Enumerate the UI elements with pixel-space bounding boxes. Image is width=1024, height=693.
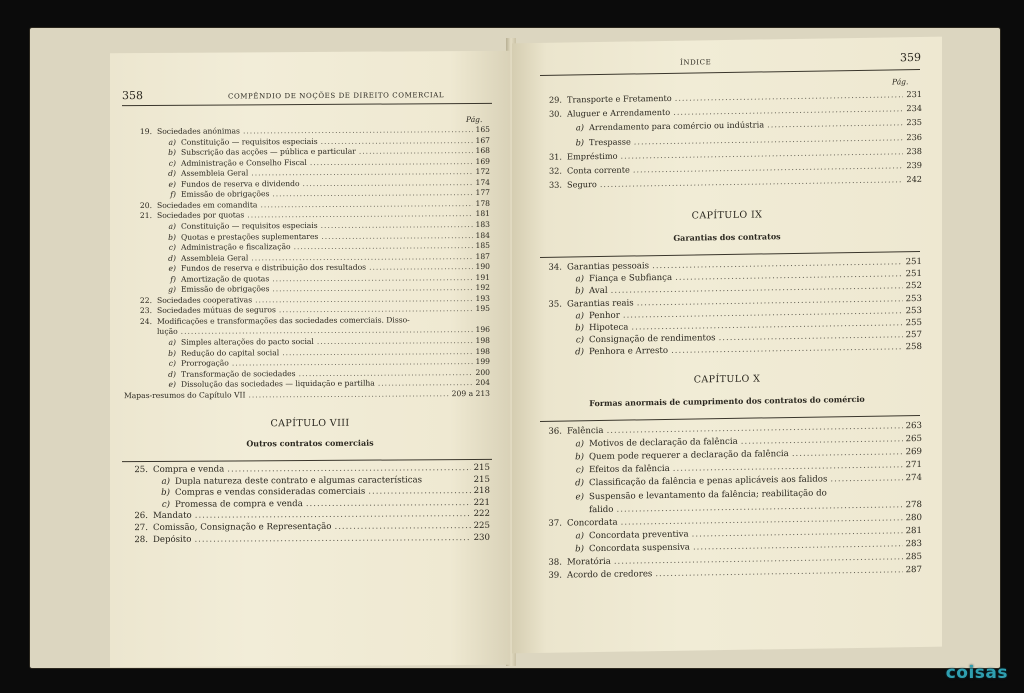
toc-label: Subscrição das acções — pública e particular — [181, 146, 356, 157]
dot-leader — [282, 347, 472, 357]
toc-label: Quem pode requerer a declaração da falência — [589, 449, 789, 463]
toc-number: 27. — [134, 522, 148, 534]
dot-leader — [181, 325, 473, 336]
toc-number: d) — [575, 347, 584, 358]
toc-label: Compra e venda — [153, 464, 225, 475]
toc-number: e) — [575, 491, 584, 502]
toc-page-number: 190 — [475, 262, 490, 272]
toc-entry — [124, 336, 490, 347]
dot-leader — [247, 209, 472, 219]
toc-entry — [538, 160, 922, 176]
dot-leader — [272, 188, 472, 198]
toc-label: Sociedades anónimas — [157, 126, 240, 136]
toc-page-number: 178 — [475, 198, 490, 208]
toc-entry — [124, 178, 490, 189]
toc-entry — [124, 532, 490, 544]
toc-number: 31. — [548, 151, 562, 162]
dot-leader — [321, 136, 473, 146]
toc-number: b) — [575, 452, 584, 463]
toc-label: Efeitos da falência — [589, 464, 670, 476]
toc-page-number: 281 — [905, 525, 922, 536]
dot-leader — [321, 231, 472, 241]
toc-page-number: 185 — [475, 240, 490, 251]
toc-number: b) — [168, 232, 176, 242]
toc-page-number: 253 — [905, 305, 922, 316]
toc-number: b) — [575, 544, 584, 555]
toc-page-number: 174 — [475, 177, 490, 187]
toc-label: Quotas e prestações suplementares — [181, 231, 319, 242]
toc-page-number: 252 — [905, 281, 922, 292]
toc-page-number: 167 — [475, 135, 490, 145]
toc-entry — [124, 241, 490, 252]
dot-leader — [634, 132, 904, 146]
toc-number: 39. — [548, 570, 562, 581]
toc-number — [538, 512, 584, 513]
toc-entry — [538, 132, 922, 148]
dot-leader — [671, 343, 903, 357]
toc-entry — [124, 262, 490, 273]
toc-number: 37. — [548, 518, 562, 529]
toc-page-number: 253 — [905, 293, 922, 304]
dot-leader — [310, 157, 473, 167]
dot-leader — [303, 178, 473, 188]
dot-leader — [243, 125, 473, 135]
toc-label: Transporte e Fretamento — [567, 92, 672, 105]
toc-number: c) — [168, 158, 176, 168]
dot-leader — [741, 434, 903, 447]
toc-number: a) — [575, 122, 584, 133]
toc-entry — [124, 135, 490, 146]
toc-label: Consignação de rendimentos — [589, 333, 716, 346]
toc-entry — [124, 368, 490, 379]
chapter-title: CAPÍTULO VIII — [270, 417, 350, 430]
running-head: ÍNDICE — [680, 58, 712, 67]
toc-entry — [124, 230, 490, 241]
toc-number: a) — [575, 311, 584, 322]
toc-number: c) — [168, 358, 176, 368]
toc-page-number: 278 — [905, 499, 922, 510]
dot-leader — [272, 283, 472, 293]
toc-page-number: 230 — [473, 532, 490, 543]
dot-leader — [195, 509, 471, 521]
toc-entry — [124, 251, 490, 262]
toc-page-number: 177 — [475, 188, 490, 198]
toc-label: Garantias reais — [567, 298, 634, 310]
page-number: 359 — [900, 50, 921, 65]
toc-entry — [124, 125, 490, 136]
toc-page-number: 191 — [475, 272, 490, 282]
toc-page-number: 235 — [906, 117, 922, 128]
toc-page-number: 285 — [905, 551, 922, 563]
left-page — [110, 51, 510, 667]
dot-leader — [607, 421, 903, 436]
toc-page-number: 209 a 213 — [451, 388, 490, 398]
toc-number: b) — [575, 286, 584, 297]
toc-number: a) — [575, 274, 584, 285]
dot-leader — [675, 269, 902, 283]
toc-label: Trespasse — [589, 136, 631, 147]
toc-number: b) — [161, 488, 170, 499]
dot-leader — [600, 174, 904, 189]
toc-number: 34. — [548, 262, 562, 273]
toc-page-number: 187 — [475, 251, 490, 261]
toc-number: 33. — [548, 179, 562, 190]
toc-number: b) — [168, 348, 176, 358]
toc-page-number: 236 — [906, 131, 922, 142]
toc-label: Motivos de declaração da falência — [589, 436, 738, 450]
chapter-title: CAPÍTULO IX — [691, 209, 763, 222]
toc-entry — [124, 146, 490, 157]
toc-number: a) — [168, 137, 176, 147]
toc-entry — [538, 103, 922, 119]
pag-label: Pág. — [892, 77, 909, 87]
toc-page-number: 204 — [475, 378, 490, 388]
dot-leader — [251, 167, 472, 177]
page-number: 358 — [122, 89, 143, 103]
toc-label: Dissolução das sociedades — liquidação e partilha — [181, 378, 375, 389]
toc-label: Prorrogação — [181, 358, 229, 368]
toc-page-number: 172 — [475, 167, 490, 177]
toc-label: Administração e Conselho Fiscal — [181, 157, 307, 168]
toc-label: Assembleia Geral — [181, 168, 249, 178]
toc-label: Fiança e Subfiança — [589, 273, 673, 285]
toc-entry — [538, 174, 922, 190]
toc-page-number: 269 — [905, 447, 922, 458]
toc-page-number: 199 — [475, 356, 490, 367]
chapter-subtitle: Outros contratos comerciais — [246, 437, 374, 449]
dot-leader — [227, 463, 470, 474]
toc-label: Sociedades cooperativas — [157, 295, 253, 305]
toc-entry — [124, 188, 490, 199]
toc-label: Assembleia Geral — [181, 252, 249, 263]
toc-entry — [124, 378, 490, 389]
toc-number: 23. — [139, 306, 152, 316]
toc-number: e) — [168, 179, 176, 189]
toc-number: 25. — [134, 464, 148, 476]
toc-entry — [538, 117, 922, 133]
dot-leader — [792, 447, 903, 459]
toc-page-number: 265 — [905, 434, 922, 445]
toc-label: Sociedades em comandita — [157, 200, 258, 210]
dot-leader — [279, 304, 473, 314]
toc-number: c) — [575, 335, 584, 346]
toc-label: Conta corrente — [567, 164, 630, 176]
toc-page-number: 195 — [475, 304, 490, 314]
toc-page-number: 231 — [906, 88, 922, 100]
toc-number: c) — [168, 242, 176, 252]
toc-label: Acordo de credores — [567, 569, 653, 581]
toc-entry — [124, 346, 490, 357]
toc-page-number: 257 — [905, 330, 922, 341]
toc-page-number: 258 — [905, 342, 922, 353]
toc-page-number: 169 — [475, 156, 490, 166]
toc-label: lução — [157, 327, 178, 337]
toc-number: 36. — [548, 426, 562, 437]
toc-page-number: 255 — [905, 317, 922, 329]
toc-page-number: 218 — [473, 486, 490, 497]
toc-number: b) — [575, 136, 584, 147]
toc-label: Seguro — [567, 179, 597, 190]
toc-number: d) — [575, 478, 584, 489]
toc-label: Hipoteca — [589, 322, 629, 334]
dot-leader — [767, 118, 903, 130]
toc-number: 26. — [134, 511, 148, 522]
dot-leader — [334, 521, 470, 532]
dot-leader — [232, 357, 473, 367]
toc-page-number: 251 — [905, 256, 922, 268]
toc-page-number: 251 — [905, 269, 922, 280]
toc-page-number: 196 — [475, 325, 490, 335]
toc-page-number: 271 — [905, 460, 922, 471]
open-book — [30, 28, 1000, 668]
toc-entry — [124, 167, 490, 178]
toc-label: Mapas-resumos do Capítulo VII — [124, 390, 246, 400]
toc-number: a) — [575, 439, 584, 450]
toc-entry — [124, 294, 490, 305]
toc-number: d) — [168, 253, 176, 263]
toc-entry — [124, 521, 490, 533]
toc-label: Empréstimo — [567, 150, 618, 162]
toc-page-number: 198 — [475, 346, 490, 356]
toc-entry — [124, 283, 490, 294]
toc-page-number: 287 — [905, 565, 922, 576]
toc-label: Classificação da falência e penas aplicáveis aos falidos — [589, 474, 828, 489]
dot-leader — [306, 498, 471, 509]
toc-number: c) — [161, 499, 170, 510]
dot-leader — [194, 533, 470, 545]
watermark-logo: coisas — [945, 663, 1008, 683]
dot-leader — [673, 461, 903, 475]
toc-label: Fundos de reserva e distribuição dos resultados — [181, 262, 367, 273]
toc-page-number: 242 — [906, 174, 922, 185]
dot-leader — [621, 146, 904, 160]
toc-number: 22. — [139, 295, 152, 305]
chapter-subtitle: Formas anormais de cumprimento dos contratos do comércio — [589, 393, 865, 409]
section-rule — [122, 459, 492, 462]
toc-page-number: 168 — [475, 145, 490, 156]
toc-entry — [124, 474, 490, 486]
chapter-subtitle: Garantias dos contratos — [673, 231, 781, 243]
toc-entry — [124, 463, 490, 475]
toc-label: Simples alterações do pacto social — [181, 336, 314, 347]
toc-number: f) — [170, 190, 176, 200]
toc-number: e) — [168, 263, 176, 274]
toc-entry — [124, 486, 490, 498]
toc-entry — [124, 509, 490, 521]
dot-leader — [251, 252, 472, 262]
toc-label: Arrendamento para comércio ou indústria — [589, 119, 765, 133]
toc-label: Promessa de compra e venda — [175, 498, 303, 510]
toc-label: Emissão de obrigações — [181, 284, 270, 295]
toc-label: Falência — [567, 425, 604, 437]
toc-number: 24. — [139, 316, 152, 326]
toc-entry — [124, 389, 490, 400]
toc-label: Constituição — requisitos especiais — [181, 136, 318, 147]
dot-leader — [299, 368, 473, 378]
toc-number: 21. — [139, 211, 152, 221]
toc-label: Moratória — [567, 556, 611, 568]
toc-page-number: 280 — [905, 512, 922, 523]
toc-label: falido — [589, 504, 614, 515]
toc-page-number: 198 — [475, 335, 490, 345]
toc-label: Concordata preventiva — [589, 529, 689, 541]
toc-page-number: 181 — [475, 209, 490, 219]
toc-page-number: 200 — [475, 367, 490, 377]
toc-label: Aval — [589, 286, 608, 297]
toc-number: 19. — [139, 126, 152, 137]
dot-leader — [830, 474, 902, 485]
dot-leader — [260, 199, 472, 209]
toc-entry — [538, 89, 922, 105]
toc-page-number: 192 — [475, 283, 490, 293]
toc-number: 20. — [139, 200, 152, 210]
toc-page-number: 263 — [905, 420, 922, 432]
dot-leader — [272, 273, 472, 283]
header-rule — [540, 69, 920, 76]
dot-leader — [693, 539, 903, 552]
toc-page-number: 225 — [473, 520, 490, 532]
toc-entry — [124, 157, 490, 168]
toc-label: Constituição — requisitos especiais — [181, 220, 318, 231]
toc-label: Compras e vendas consideradas comerciais — [175, 486, 366, 499]
toc-entry — [538, 146, 922, 162]
dot-leader — [719, 330, 903, 343]
toc-number: a) — [575, 531, 584, 542]
toc-number: 30. — [548, 108, 562, 119]
dot-leader — [369, 262, 472, 272]
toc-page-number: 165 — [475, 124, 490, 134]
toc-label: Aluguer e Arrendamento — [567, 107, 671, 119]
toc-number: a) — [168, 221, 176, 231]
toc-label: Sociedades por quotas — [157, 210, 245, 221]
toc-page-number: 238 — [906, 145, 922, 156]
toc-label: Penhor — [589, 310, 620, 321]
toc-page-number: 184 — [475, 230, 490, 240]
toc-entry — [124, 304, 490, 315]
chapter-title: CAPÍTULO X — [693, 373, 761, 386]
toc-number: 32. — [548, 165, 562, 176]
toc-number: f) — [170, 274, 176, 284]
toc-number: b) — [168, 147, 176, 157]
toc-label: Amortização de quotas — [181, 273, 270, 284]
pag-label: Pág. — [466, 114, 483, 125]
toc-page-number: 221 — [473, 497, 490, 508]
toc-label: Mandato — [153, 511, 192, 522]
toc-entry — [538, 565, 922, 581]
dot-leader — [692, 526, 903, 539]
toc-number: d) — [168, 369, 176, 379]
toc-entry — [124, 315, 490, 326]
toc-entry — [124, 209, 490, 220]
toc-label: Concordata — [567, 517, 618, 529]
toc-number: 35. — [548, 299, 562, 310]
toc-number: 38. — [548, 557, 562, 568]
toc-label: Garantias pessoais — [567, 261, 650, 273]
toc-entry — [124, 199, 490, 210]
toc-number: b) — [575, 323, 584, 334]
toc-label: Comissão, Consignação e Representação — [153, 521, 332, 533]
header-rule — [122, 103, 492, 106]
toc-label: Penhora e Arresto — [589, 346, 669, 358]
toc-label: Transformação de sociedades — [181, 368, 296, 379]
dot-leader — [616, 500, 902, 514]
toc-entry — [124, 498, 490, 510]
toc-label: Depósito — [153, 534, 192, 545]
dot-leader — [321, 220, 473, 230]
dot-leader — [614, 552, 903, 567]
dot-leader — [675, 89, 904, 103]
dot-leader — [368, 486, 470, 497]
toc-page-number: 283 — [905, 538, 922, 550]
toc-label: Dupla natureza deste contrato e algumas características — [175, 474, 423, 487]
dot-leader — [248, 389, 448, 399]
toc-label: Concordata suspensiva — [589, 542, 690, 555]
toc-label: Fundos de reserva e dividendo — [181, 178, 300, 189]
toc-label: Administração e fiscalização — [181, 242, 291, 252]
toc-number: g) — [168, 285, 176, 295]
dot-leader — [655, 565, 902, 579]
toc-number: 29. — [548, 94, 562, 105]
right-page — [512, 37, 942, 654]
toc-number: e) — [168, 380, 176, 390]
toc-page-number: 222 — [473, 509, 490, 520]
toc-label: Emissão de obrigações — [181, 189, 270, 200]
toc-page-number: 234 — [906, 103, 922, 114]
toc-entry — [124, 325, 490, 336]
dot-leader — [359, 146, 473, 156]
toc-page-number: 274 — [905, 473, 922, 484]
toc-page-number: 215 — [473, 474, 490, 485]
toc-number: c) — [575, 465, 584, 476]
toc-label: Suspensão e levantamento da falência; reabilitação do — [589, 487, 827, 502]
dot-leader — [317, 336, 473, 346]
toc-page-number: 183 — [475, 219, 490, 229]
dot-leader — [621, 513, 903, 527]
toc-entry — [124, 220, 490, 231]
toc-label: Modificações e transformações das sociedades comerciais. Disso- — [157, 315, 410, 326]
toc-number: a) — [168, 337, 176, 347]
dot-leader — [378, 378, 473, 388]
toc-entry — [124, 273, 490, 284]
dot-leader — [294, 241, 473, 251]
toc-entry — [124, 357, 490, 368]
dot-leader — [633, 160, 904, 174]
dot-leader — [673, 103, 903, 117]
toc-label: Redução do capital social — [181, 347, 280, 358]
toc-page-number: 239 — [906, 159, 922, 171]
toc-label: Sociedades mútuas de seguros — [157, 305, 276, 316]
toc-number: a) — [161, 476, 170, 487]
toc-page-number: 193 — [475, 293, 490, 303]
dot-leader — [255, 294, 472, 304]
running-head: COMPÊNDIO DE NOÇÕES DE DIREITO COMERCIAL — [228, 91, 445, 101]
toc-page-number: 215 — [473, 462, 490, 474]
toc-number: d) — [168, 169, 176, 179]
toc-number: 28. — [134, 534, 148, 545]
